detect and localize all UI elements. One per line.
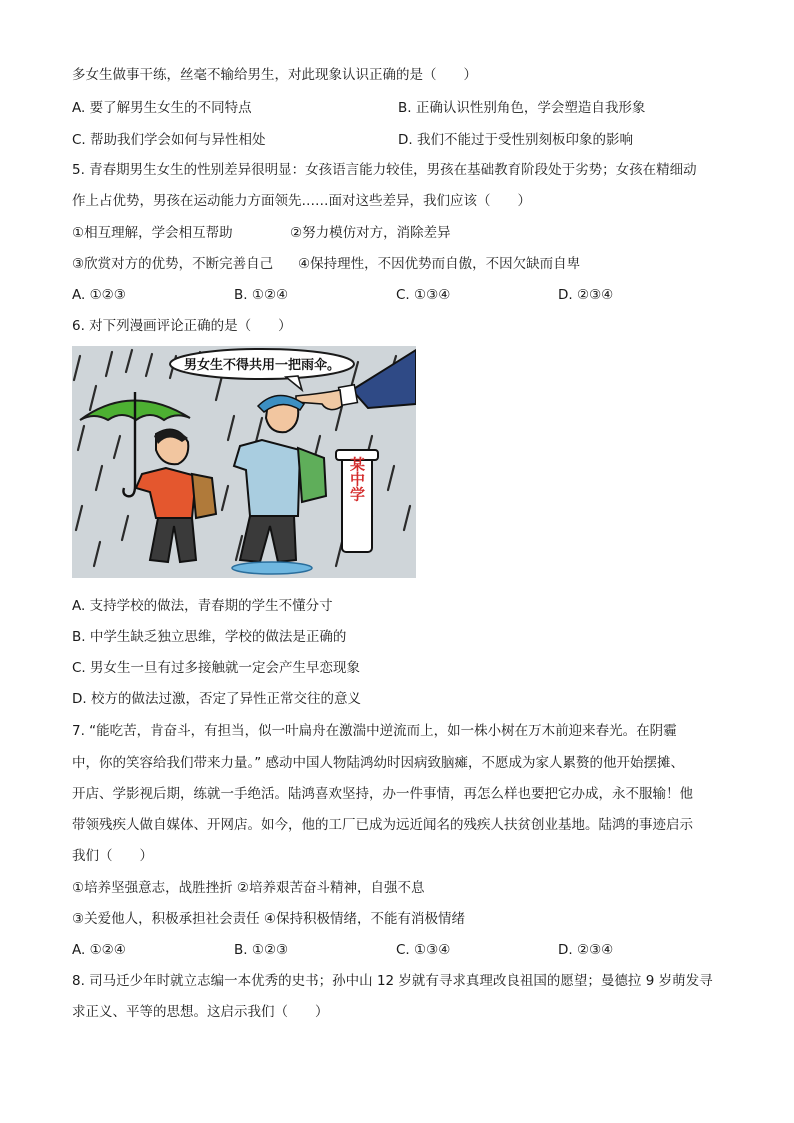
q7-stem-line3: 开店、学影视后期，练就一手绝活。陆鸿喜欢坚持，办一件事情，再怎么样也要把它办成，永不服输！他: [72, 786, 693, 802]
q4-stem: 多女生做事干练，丝毫不输给男生，对此现象认识正确的是（ ）: [72, 67, 477, 83]
q5-statement-2: ②努力模仿对方，消除差异: [290, 225, 451, 241]
q6-option-c: C. 男女生一旦有过多接触就一定会产生早恋现象: [72, 660, 361, 676]
q6-cartoon: [72, 346, 416, 578]
q8-stem-line2: 求正义、平等的思想。这启示我们（ ）: [72, 1004, 329, 1020]
q6-option-b: B. 中学生缺乏独立思维，学校的做法是正确的: [72, 629, 347, 645]
q5-option-c: C. ①③④: [396, 287, 451, 303]
school-sign-text: 某中学: [348, 456, 366, 502]
q5-option-a: A. ①②③: [72, 287, 126, 303]
q7-stem-line5: 我们（ ）: [72, 848, 153, 864]
q4-option-b: B. 正确认识性别角色，学会塑造自我形象: [398, 100, 646, 116]
puddle: [232, 562, 312, 574]
q4-option-a: A. 要了解男生女生的不同特点: [72, 100, 252, 116]
q8-stem-line1: 8. 司马迁少年时就立志编一本优秀的史书；孙中山 12 岁就有寻求真理改良祖国的愿望；曼德拉 9 岁萌发寻: [72, 973, 713, 989]
q7-statements-34: ③关爱他人，积极承担社会责任 ④保持积极情绪，不能有消极情绪: [72, 911, 465, 927]
q7-stem-line4: 带领残疾人做自媒体、开网店。如今，他的工厂已成为远近闻名的残疾人扶贫创业基地。陆鸿的事迹启示: [72, 817, 693, 833]
q7-option-c: C. ①③④: [396, 942, 451, 958]
q7-stem-line1: 7. “能吃苦，肯奋斗，有担当，似一叶扁舟在激湍中逆流而上，如一株小树在万木前迎来春光。在阴霾: [72, 723, 677, 739]
q7-option-b: B. ①②③: [234, 942, 289, 958]
q5-option-d: D. ②③④: [558, 287, 614, 303]
q5-stem-line1: 5. 青春期男生女生的性别差异很明显：女孩语言能力较佳，男孩在基础教育阶段处于劣势；女孩在精细动: [72, 162, 697, 178]
q7-statements-12: ①培养坚强意志，战胜挫折 ②培养艰苦奋斗精神，自强不息: [72, 880, 425, 896]
q6-option-d: D. 校方的做法过激，否定了异性正常交往的意义: [72, 691, 361, 707]
q4-option-c: C. 帮助我们学会如何与异性相处: [72, 132, 266, 148]
q6-stem: 6. 对下列漫画评论正确的是（ ）: [72, 318, 292, 334]
q7-option-d: D. ②③④: [558, 942, 614, 958]
speech-bubble-text: 男女生不得共用一把雨伞。: [183, 358, 341, 373]
q5-stem-line2: 作上占优势，男孩在运动能力方面领先……面对这些差异，我们应该（ ）: [72, 193, 531, 209]
q4-option-d: D. 我们不能过于受性别刻板印象的影响: [398, 132, 633, 148]
q5-statement-4: ④保持理性，不因优势而自傲，不因欠缺而自卑: [298, 256, 581, 272]
q7-option-a: A. ①②④: [72, 942, 126, 958]
q5-statement-1: ①相互理解，学会相互帮助: [72, 225, 233, 241]
q5-statement-3: ③欣赏对方的优势，不断完善自己: [72, 256, 274, 272]
q5-option-b: B. ①②④: [234, 287, 289, 303]
q6-option-a: A. 支持学校的做法，青春期的学生不懂分寸: [72, 598, 333, 614]
q7-stem-line2: 中，你的笑容给我们带来力量。” 感动中国人物陆鸿幼时因病致脑瘫，不愿成为家人累赘的他开始摆摊、: [72, 755, 685, 771]
